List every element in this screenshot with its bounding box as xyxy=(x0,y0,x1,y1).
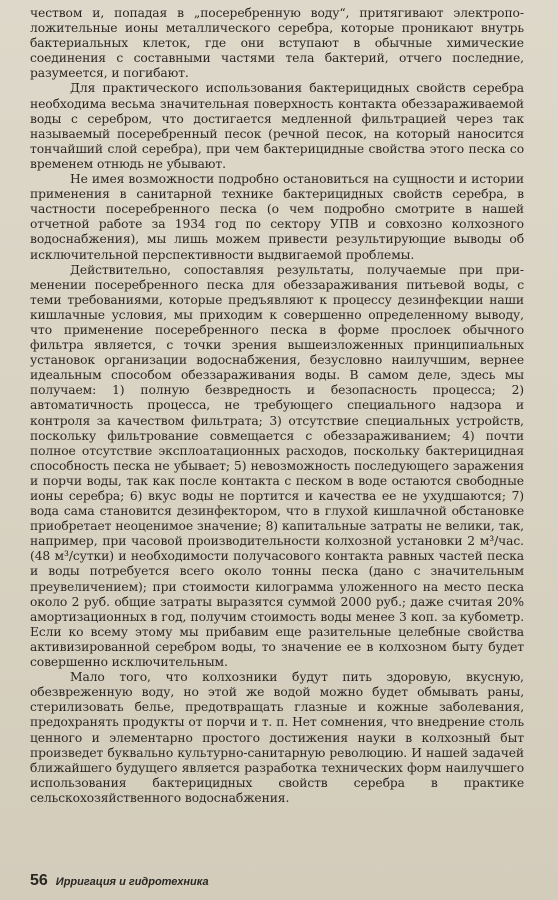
paragraph: Мало того, что колхозники будут пить здоровую, вкусную, обезвреженную воду, но этой же водой можно будет обмывать раны, стерилизовать белье, предотвращать глазные и кожные заболевания, предохранять продукты от порчи и т. п. Нет сомнения, что внедрение столь ценного и элементарно простого достижения науки в колхозный быт произведет буквально культурно-санитарную революцию. И нашей задачей ближайшего будущего является разработка технических форм наилучшего использования бактерицидных свойств серебра в практике сельскохозяйственного водоснабжения. xyxy=(30,670,524,805)
page-number: 56 xyxy=(30,872,48,889)
paragraph-continuation: чеством и, попадая в „посеребренную воду“, притягивают электроположительные ионы металлического серебра, которые проникают внутрь бактериальных клеток, где они вступают в обычные химические соединения с составными частями тела бактерий, отчего последние, разумеется, и погибают. xyxy=(30,6,524,81)
article-body xyxy=(30,6,524,806)
paragraph: Действительно, сопоставляя результаты, получаемые при применении посеребренного песка для обеззараживания питьевой воды, с теми требованиями, которые предъявляют к процессу дезинфекции наши кишлачные условия, мы приходим к совершенно определенному выводу, что применение посеребренного песка в форме прослоек обычного фильтра является, с точки зрения вышеизложенных принципиальных установок организации водоснабжения, безусловно наилучшим, вернее идеальным способом обеззараживания воды. В самом деле, здесь мы получаем: 1) полную безвредность и безопасность процесса; 2) автоматичность процесса, не требующего специального надзора и контроля за качеством фильтрата; 3) отсутствие специальных устройств, поскольку фильтрование совмещается с обеззараживанием; 4) почти полное отсутствие эксплоатационных расходов, поскольку бактерицидная способность песка не убывает; 5) невозможность последующего заражения и порчи воды, так как после контакта с песком в воде остаются свободные ионы серебра; 6) вкус воды не портится и качества ее не ухудшаются; 7) вода сама становится дезинфектором, что в глухой кишлачной обстановке приобретает неоценимое значение; 8) капитальные затраты не велики, так, например, при часовой производительности колхозной установки 2 м³/час. (48 м³/сутки) и необходимости получасового контакта равных частей песка и воды потребуется всего около тонны песка (дано с значительным преувеличением); при стоимости килограмма уложенного на место песка около 2 руб. общие затраты выразятся суммой 2000 руб.; даже считая 20% амортизационных в год, получим стоимость воды менее 3 коп. за кубометр. Если ко всему этому мы прибавим еще разительные целебные свойства активизированной серебром воды, то значение ее в колхозном быту будет совершенно исключительным. xyxy=(30,262,524,670)
journal-title: Ирригация и гидротехника xyxy=(55,876,209,888)
paragraph: Не имея возможности подробно остановиться на сущности и истории применения в санитарной технике бактерицидных свойств серебра, в частности посеребренного песка (о чем подробно смотрите в нашей отчетной работе за 1934 год по сектору УПВ и совхозно колхозного водоснабжения), мы лишь можем привести результирующие выводы об исключительной перспективности выдвигаемой проблемы. xyxy=(30,172,524,262)
page-footer xyxy=(30,872,209,890)
paragraph: Для практического использования бактерицидных свойств серебра необходима весьма значительная поверхность контакта обеззараживаемой воды с серебром, что достигается медленной фильтрацией через так называемый посеребренный песок (речной песок, на который наносится тончайший слой серебра), при чем бактерицидные свойства этого песка со временем отнюдь не убывают. xyxy=(30,81,524,171)
